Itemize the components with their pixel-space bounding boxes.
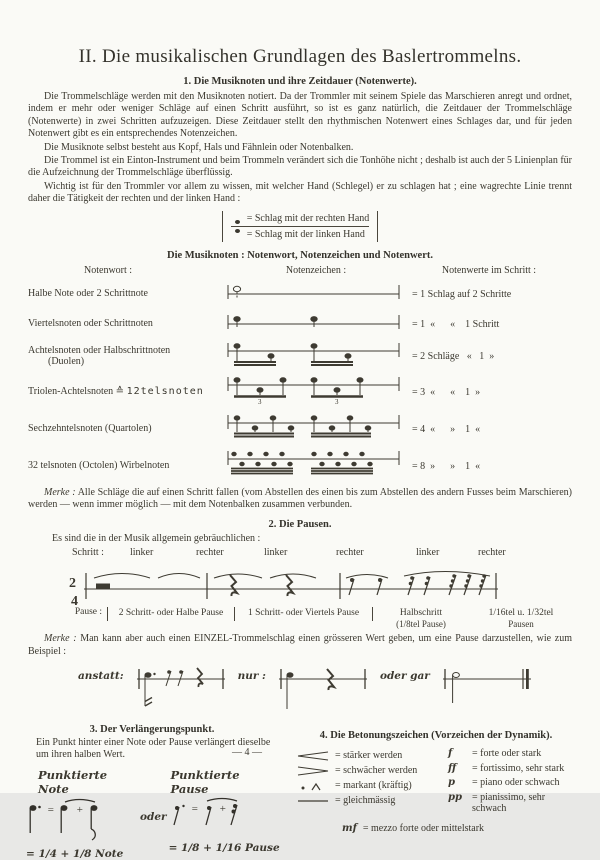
pause-col-3: Halbschritt (1/8tel Pause) [396, 608, 446, 630]
section4-heading: 4. Die Betonungszeichen (Vorzeichen der Dynamik). [319, 730, 553, 742]
dynamics-grid [296, 748, 576, 818]
svg-text:3: 3 [335, 397, 339, 406]
oder-gar-label: oder gar [379, 670, 430, 683]
dotted-note-formula-icon [26, 799, 138, 845]
col-notenzeichen: Notenzeichen : [285, 264, 347, 276]
pause-col-4: 1/16tel u. 1/32tel Pausen [488, 608, 554, 630]
straight-line-icon [296, 795, 330, 807]
anstatt-label: anstatt: [78, 670, 124, 683]
dynamic-letters-column [448, 748, 576, 818]
letter-row: f = forte oder stark [448, 748, 542, 760]
letter-row: pp = pianissimo, sehr schwach [448, 791, 546, 815]
decrescendo-hairpin-icon [296, 765, 330, 777]
triplet-notation-icon [226, 375, 401, 405]
page-number: — 4 — [232, 747, 262, 758]
dynamics-label: = markant (kräftig) [335, 780, 412, 792]
dotted-pause-formula-icon [169, 799, 269, 839]
musiknoten-subheading: Die Musiknoten : Notenwort, Notenzeichen und Notenwert. [167, 249, 433, 261]
pause-col-2: 1 Schritt- oder Viertels Pause [235, 607, 373, 621]
anstatt-notation-icon [133, 662, 229, 716]
section-verlaengerungspunkt [24, 724, 280, 860]
table-row [28, 311, 572, 338]
dynamics-row [296, 793, 448, 808]
note-value: = 4 « » 1 « [412, 423, 481, 435]
svg-text:=: = [47, 804, 55, 817]
note-formula-caption: = 1/4 + 1/8 Note [26, 848, 124, 860]
note-value: = 8 » » 1 « [412, 460, 481, 472]
table-row [28, 281, 572, 308]
nur-notation-icon [275, 662, 371, 716]
pausen-intro: Es sind die in der Musik allgemein gebräuchlichen : [52, 533, 261, 545]
left-hand-label: = Schlag mit der linken Hand [246, 228, 365, 240]
dynamic-symbols-column [296, 748, 448, 818]
left-hand-row [231, 227, 370, 242]
pause-formula-caption: = 1/8 + 1/16 Pause [168, 842, 280, 855]
sixteenth-notation-icon [226, 413, 401, 441]
paragraph-2: Die Musiknote selbst besteht aus Kopf, Hals und Fähnlein oder Notenbalken. [44, 141, 354, 153]
oder-gar-notation-icon [439, 662, 535, 706]
table-row [28, 341, 572, 372]
note-word: Triolen-Achtelsnoten ≙ 12telsnoten [28, 386, 204, 398]
punktierte-note-label: Punktierte Note [38, 768, 108, 797]
paragraph-4: Wichtig ist für den Trommler vor allem zu wissen, mit welcher Hand (Schlegel) er zu schlagen hat ; eine wagrechte Linie trennt daher die Tätigkeit der rechten und der linken Hand : [28, 180, 572, 205]
note-word: 32 telsnoten (Octolen) Wirbelnoten [28, 460, 170, 472]
step-label: linker [130, 547, 154, 559]
schritt-label: Schritt : [72, 547, 104, 559]
page-title: II. Die musikalischen Grundlagen des Baslertrommelns. [78, 46, 522, 67]
pause-label: Pause : [74, 607, 102, 618]
svg-text:2: 2 [69, 576, 76, 592]
paragraph-3: Die Trommel ist ein Einton-Instrument und beim Trommeln verändert sich die Tonhöhe nicht ; deshalb ist auch der 5 Linienplan für die Aufzeichnung der Trommelschläge überflüssig. [28, 155, 572, 179]
note-value: = 1 Schlag auf 2 Schritte [412, 288, 512, 300]
schritt-label-row [0, 547, 600, 561]
punktiert-labels [38, 768, 280, 796]
dynamics-row [296, 778, 448, 793]
mf-row: mf = mezzo forte oder mittelstark [342, 822, 485, 834]
svg-text:+: + [76, 804, 84, 817]
dynamics-label: = stärker werden [335, 750, 403, 762]
accent-marks-icon [296, 780, 330, 792]
right-hand-row [231, 211, 370, 227]
note-word: Sechzehntelsnoten (Quartolen) [28, 423, 152, 435]
section-betonungszeichen [296, 724, 576, 860]
svg-text:3: 3 [258, 397, 262, 406]
step-label: rechter [336, 547, 364, 559]
step-label: rechter [196, 547, 224, 559]
merke-note-2: Merke : Man kann aber auch einen EINZEL-Trommelschlag einen grösseren Wert geben, um eine Pause darzustellen, wie zum Beispiel : [28, 633, 573, 657]
note-value-table [28, 265, 572, 484]
dynamics-label: = gleichmässig [335, 795, 396, 807]
svg-text:+: + [218, 803, 226, 816]
step-label: linker [416, 547, 440, 559]
section3-text: Ein Punkt hinter einer Note oder Pause verlängert dieselbe um ihren halben Wert. [36, 737, 271, 761]
half-note-notation-icon [226, 281, 401, 303]
note-value: = 3 « « 1 » [412, 386, 481, 398]
section2-heading: 2. Die Pausen. [268, 519, 332, 531]
note-word: Viertelsnoten oder Schrittnoten [28, 318, 153, 330]
dynamics-row [296, 763, 448, 778]
note-value: = 2 Schläge « 1 » [412, 350, 495, 362]
table-row [28, 375, 572, 410]
table-row [28, 449, 572, 484]
hand-legend-box [222, 211, 379, 242]
pause-staff-notation [62, 561, 502, 610]
note-word: Halbe Note oder 2 Schrittnote [28, 288, 148, 300]
merke-note-1: Merke : Alle Schläge die auf einen Schritt fallen (vom Abstellen des einen bis zum Abstellen des andern Fusses beim Marschieren) werden — wenn immer möglich — mit dem Notenbalken zusammen verbunden. [28, 486, 573, 511]
nur-label: nur : [237, 670, 266, 683]
eighth-note-notation-icon [226, 341, 401, 367]
pause-label-row [46, 607, 600, 632]
step-label: rechter [478, 547, 506, 559]
note-value: = 1 « « 1 Schritt [412, 318, 500, 330]
svg-text:4: 4 [71, 594, 78, 610]
dynamics-label: = schwächer werden [335, 765, 418, 777]
col-notenwort: Notenwort : [84, 264, 133, 276]
oder-label: oder [140, 811, 167, 824]
paragraph-1: Die Trommelschläge werden mit den Musiknoten notiert. Da der Trommler mit seinem Spiele das Marschieren anregt und ordnet, indem er mehr oder weniger Schläge auf einen Schritt ausführt, so ist es ganz natürlich, die Zeitdauer der Trommelschläge (Notenwerte) in zwei Schritten aufzuzeigen. Diese Zeitdauer stellt den rhythmischen Notenwert eines Schlages dar, und für jeden Notenwert gibt es ein entsprechendes Notenzeichen. [28, 91, 572, 140]
thirtysecond-notation-icon [226, 449, 401, 479]
einzelschlag-examples [78, 662, 600, 716]
section3-heading: 3. Der Verlängerungspunkt. [89, 724, 215, 736]
pause-col-1: 2 Schritt- oder Halbe Pause [107, 607, 235, 621]
punktierte-pause-label: Punktierte Pause [170, 768, 240, 797]
col-notenwerte: Notenwerte im Schritt : [441, 264, 537, 276]
table-header [28, 265, 572, 276]
note-word: Achtelsnoten oder Halbschrittnoten (Duolen) [28, 344, 171, 368]
bottom-two-columns [24, 724, 576, 860]
quarter-note-notation-icon [226, 311, 401, 333]
letter-row: p = piano oder schwach [448, 777, 560, 789]
step-label: linker [264, 547, 288, 559]
table-row [28, 413, 572, 446]
note-below-line-icon [235, 229, 240, 233]
letter-row: ff = fortissimo, sehr stark [448, 762, 565, 774]
note-above-line-icon [235, 220, 240, 224]
svg-text:=: = [190, 803, 198, 816]
punktiert-formulas [26, 799, 280, 860]
section1-heading: 1. Die Musiknoten und ihre Zeitdauer (Notenwerte). [183, 76, 417, 87]
right-hand-label: = Schlag mit der rechten Hand [246, 212, 370, 224]
